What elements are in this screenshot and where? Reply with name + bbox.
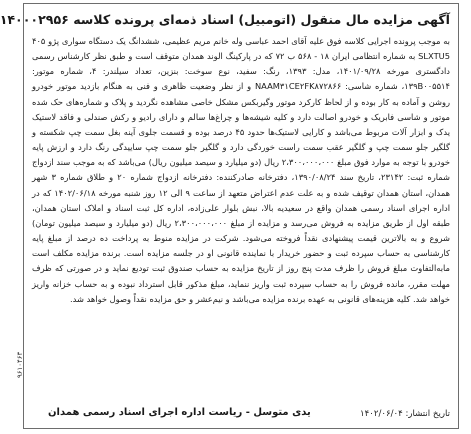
notice-title: آگهی مزایده مال منقول (اتومبیل) اسناد ذمه‌ای پرونده کلاسه ۱۴۰۰۰۲۹۵۶	[0, 12, 450, 27]
signature-line: یدی متوسل - ریاست اداره اجرای اسناد رسمی همدان	[48, 407, 311, 418]
side-code: ۹۶۱۰۴۶۳	[16, 351, 24, 378]
notice-body: به موجب پرونده اجرایی کلاسه فوق علیه آقای احمد عباسی وله خانم مریم عظیمی، ششدانگ یک دستگاه سواری پژو ۴۰۵ SLXTU5 به شماره انتظامی ایران ۱۸ - ۵۶۸ ب ۷۲ که در پارکینگ الوند همدان متوقف است و طبق نظر کارشناس رسمی دادگستری مورخه ۱۴۰۱/۰۹/۲۸، مدل: ۱۳۹۳، رنگ: سفید، نوع سوخت: بنزین، تعداد سیلندر: ۴، شماره موتور: ۱۳۹B۰۰۵۵۱۴، شماره شاسی: NAAM۳۱CE۲FK۸۷۲۸۶۶ و از نظر وضعیت ظاهری و فنی به هنگام بازدید موتور خودرو روشن و آماده به کار بوده و از لحاظ کارکرد موتور وگیربکس مشکل خاصی مشاهده نگردید و پلاک و شماره‌های حک شده موتور و شاسی فابریک و خودرو اصالت دارد و کلیه شیشه‌ها و چراغ‌ها سالم و دارای رادیو و رکش صندلی و فاقد لاستیک یدک و ابزار آلات مربوط می‌باشد و کارایی لاستیک‌ها حدود ۴۵ درصد بوده و قسمت جلوی آینه بغل سمت چپ شکسته و گلگیر جلو سمت چپ و گلگیر عقب سمت راست خوردگی دارد و گلگیر جلو سمت چپ ساییدگی رنگ دارد و ارزش پایه خودرو با توجه به موارد فوق مبلغ ۲،۳۰۰،۰۰۰،۰۰۰ ریال (دو میلیارد و سیصد میلیون ریال) می‌باشد که به موجب سند ازدواج شماره ثبت: ۲۳۱۴۲، تاریخ سند ۱۳۹۰/۰۸/۲۴، دفترخانه صادرکننده: دفترخانه ازدواج شماره ۲۰ و طلاق شماره ۳ شهر همدان، استان همدان توقیف شده و به علت عدم اعتراض متعهد از ساعت ۹ الی ۱۲ روز شنبه مورخه ۱۴۰۲/۰۶/۱۸ که در اداره اجرای اسناد رسمی همدان واقع در سعیدیه بالا، نبش بلوار علی‌زاده، اداره کل ثبت اسناد و املاک استان همدان، طبقه اول از طریق مزایده به فروش می‌رسد و مزایده از مبلغ ۲،۳۰۰،۰۰۰،۰۰۰ ریال (دو میلیارد و سیصد میلیون تومان) شروع و به بالاترین قیمت پیشنهادی نقداً فروخته می‌شود. شرکت در مزایده منوط به پرداخت ده درصد از مبلغ پایه کارشناسی به حساب سپرده ثبت و حضور خریدار با نماینده قانونی او در جلسه مزایده است. برنده مزایده مکلف است مابه‌التفاوت مبلغ فروش را ظرف مدت پنج روز از تاریخ مزایده به حساب صندوق ثبت تودیع نماید و در صورتی که ظرف مهلت مقرر، مانده فروش را به حساب سپرده ثبت واریز ننماید، مبلغ مذکور قابل استرداد نبوده و به حساب خزانه واریز خواهد شد. کلیه هزینه‌های قانونی به عهده برنده مزایده می‌باشد و نیم‌عشر و حق مزایده نقداً وصول خواهد شد.	[32, 36, 451, 304]
notice-footer	[32, 407, 450, 423]
publish-date: تاریخ انتشار: ۱۴۰۲/۰۶/۰۴	[360, 409, 450, 419]
